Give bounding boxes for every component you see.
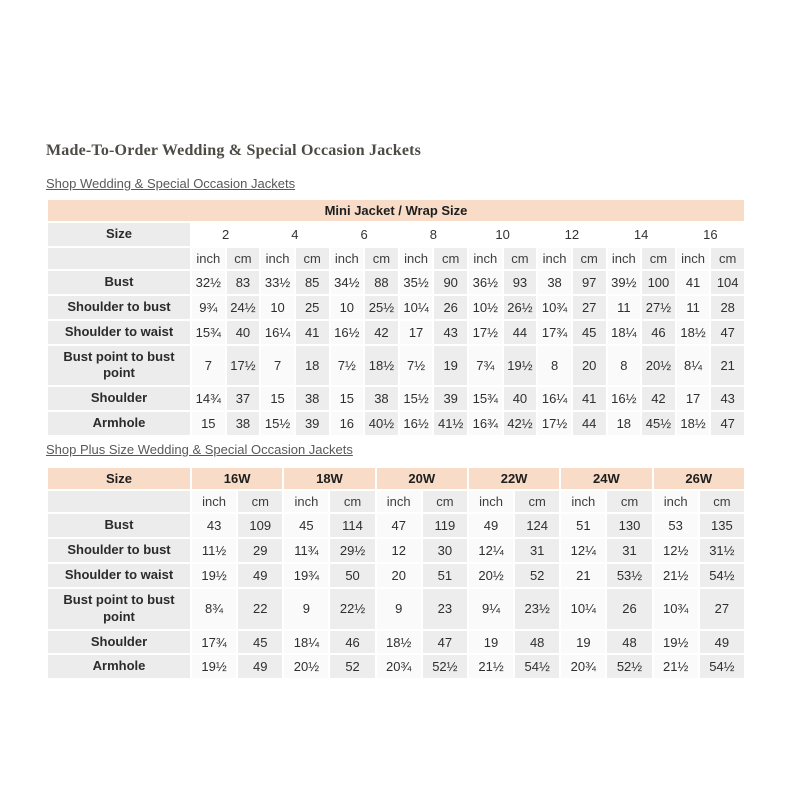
inch-unit-cell: inch: [469, 248, 502, 269]
measurement-inch-cell: 20¾: [561, 655, 605, 678]
measurement-cm-cell: 29½: [330, 539, 374, 562]
measurement-cm-cell: 119: [423, 514, 467, 537]
measurement-label-cell: Bust point to bust point: [48, 346, 190, 386]
measurement-inch-cell: 38: [538, 271, 571, 294]
measurement-cm-cell: 25: [296, 296, 329, 319]
measurement-inch-cell: 9¼: [469, 589, 513, 629]
table-row: [48, 321, 744, 344]
inch-unit-cell: inch: [608, 248, 641, 269]
table-row: [48, 514, 744, 537]
measurement-inch-cell: 10: [261, 296, 294, 319]
measurement-inch-cell: 11½: [192, 539, 236, 562]
cm-unit-cell: cm: [642, 248, 675, 269]
measurement-inch-cell: 14¾: [192, 387, 225, 410]
measurement-cm-cell: 42½: [504, 412, 537, 435]
cm-unit-cell: cm: [504, 248, 537, 269]
measurement-cm-cell: 20: [573, 346, 606, 386]
measurement-cm-cell: 44: [504, 321, 537, 344]
measurement-label-cell: Shoulder to bust: [48, 539, 190, 562]
measurement-inch-cell: 51: [561, 514, 605, 537]
mini-jacket-size-table-container: [46, 198, 746, 437]
measurement-inch-cell: 11: [608, 296, 641, 319]
measurement-inch-cell: 20: [377, 564, 421, 587]
measurement-label-cell: Bust: [48, 514, 190, 537]
measurement-cm-cell: 17½: [227, 346, 260, 386]
size-value-cell: 22W: [469, 468, 559, 489]
table-row: [48, 539, 744, 562]
measurement-inch-cell: 34½: [331, 271, 364, 294]
measurement-inch-cell: 21½: [469, 655, 513, 678]
measurement-cm-cell: 26: [434, 296, 467, 319]
size-value-cell: 16W: [192, 468, 282, 489]
measurement-inch-cell: 17: [677, 387, 710, 410]
table-row: [48, 655, 744, 678]
table-row: [48, 387, 744, 410]
measurement-inch-cell: 10¼: [400, 296, 433, 319]
measurement-inch-cell: 8¼: [677, 346, 710, 386]
table-banner-row: [48, 200, 744, 221]
measurement-cm-cell: 39: [296, 412, 329, 435]
cm-unit-cell: cm: [700, 491, 744, 512]
cm-unit-cell: cm: [238, 491, 282, 512]
measurement-cm-cell: 22½: [330, 589, 374, 629]
measurement-inch-cell: 41: [677, 271, 710, 294]
measurement-inch-cell: 15¾: [469, 387, 502, 410]
measurement-cm-cell: 38: [365, 387, 398, 410]
measurement-inch-cell: 10¾: [654, 589, 698, 629]
measurement-inch-cell: 18½: [677, 321, 710, 344]
measurement-cm-cell: 48: [515, 631, 559, 654]
size-value-cell: 26W: [654, 468, 744, 489]
table-banner: Mini Jacket / Wrap Size: [48, 200, 744, 221]
measurement-inch-cell: 19: [469, 631, 513, 654]
inch-unit-cell: inch: [331, 248, 364, 269]
measurement-inch-cell: 10¾: [538, 296, 571, 319]
measurement-inch-cell: 18½: [677, 412, 710, 435]
size-value-cell: 8: [400, 223, 467, 246]
inch-unit-cell: inch: [561, 491, 605, 512]
measurement-inch-cell: 15: [331, 387, 364, 410]
inch-unit-cell: inch: [469, 491, 513, 512]
measurement-cm-cell: 37: [227, 387, 260, 410]
measurement-cm-cell: 41: [573, 387, 606, 410]
page-title: Made-To-Order Wedding & Special Occasion Jackets: [46, 142, 422, 159]
size-value-cell: 6: [331, 223, 398, 246]
measurement-cm-cell: 41½: [434, 412, 467, 435]
measurement-cm-cell: 40: [227, 321, 260, 344]
measurement-inch-cell: 19¾: [284, 564, 328, 587]
table-row: [48, 564, 744, 587]
measurement-inch-cell: 16½: [331, 321, 364, 344]
inch-unit-cell: inch: [192, 491, 236, 512]
measurement-cm-cell: 54½: [700, 564, 744, 587]
measurement-inch-cell: 8: [608, 346, 641, 386]
inch-unit-cell: inch: [538, 248, 571, 269]
measurement-inch-cell: 17¾: [192, 631, 236, 654]
measurement-cm-cell: 26½: [504, 296, 537, 319]
units-empty-cell: [48, 491, 190, 512]
cm-unit-cell: cm: [434, 248, 467, 269]
size-value-cell: 12: [538, 223, 605, 246]
measurement-cm-cell: 24½: [227, 296, 260, 319]
cm-unit-cell: cm: [515, 491, 559, 512]
size-label-cell: Size: [48, 468, 190, 489]
measurement-inch-cell: 11: [677, 296, 710, 319]
inch-unit-cell: inch: [261, 248, 294, 269]
inch-unit-cell: inch: [192, 248, 225, 269]
measurement-cm-cell: 48: [607, 631, 651, 654]
measurement-label-cell: Armhole: [48, 412, 190, 435]
measurement-inch-cell: 12: [377, 539, 421, 562]
measurement-cm-cell: 18½: [365, 346, 398, 386]
measurement-cm-cell: 51: [423, 564, 467, 587]
inch-unit-cell: inch: [654, 491, 698, 512]
measurement-cm-cell: 23½: [515, 589, 559, 629]
size-value-cell: 10: [469, 223, 536, 246]
measurement-inch-cell: 17½: [469, 321, 502, 344]
measurement-inch-cell: 19½: [654, 631, 698, 654]
cm-unit-cell: cm: [365, 248, 398, 269]
measurement-cm-cell: 49: [238, 564, 282, 587]
size-header-row: [48, 468, 744, 489]
measurement-inch-cell: 35½: [400, 271, 433, 294]
measurement-inch-cell: 7½: [400, 346, 433, 386]
table-row: [48, 589, 744, 629]
measurement-cm-cell: 40: [504, 387, 537, 410]
measurement-inch-cell: 15½: [261, 412, 294, 435]
measurement-cm-cell: 26: [607, 589, 651, 629]
measurement-inch-cell: 18½: [377, 631, 421, 654]
measurement-cm-cell: 52½: [423, 655, 467, 678]
measurement-inch-cell: 47: [377, 514, 421, 537]
measurement-cm-cell: 53½: [607, 564, 651, 587]
size-value-cell: 18W: [284, 468, 374, 489]
measurement-inch-cell: 20½: [469, 564, 513, 587]
measurement-inch-cell: 20¾: [377, 655, 421, 678]
measurement-cm-cell: 38: [296, 387, 329, 410]
measurement-cm-cell: 27: [700, 589, 744, 629]
measurement-inch-cell: 12½: [654, 539, 698, 562]
measurement-label-cell: Shoulder: [48, 631, 190, 654]
measurement-cm-cell: 114: [330, 514, 374, 537]
measurement-cm-cell: 45: [238, 631, 282, 654]
measurement-inch-cell: 16½: [400, 412, 433, 435]
measurement-cm-cell: 40½: [365, 412, 398, 435]
measurement-inch-cell: 9¾: [192, 296, 225, 319]
measurement-inch-cell: 10: [331, 296, 364, 319]
size-header-row: [48, 223, 744, 246]
size-value-cell: 4: [261, 223, 328, 246]
measurement-cm-cell: 85: [296, 271, 329, 294]
measurement-cm-cell: 50: [330, 564, 374, 587]
size-value-cell: 2: [192, 223, 259, 246]
table-row: [48, 271, 744, 294]
measurement-cm-cell: 47: [711, 412, 744, 435]
measurement-inch-cell: 7½: [331, 346, 364, 386]
measurement-inch-cell: 7: [192, 346, 225, 386]
measurement-inch-cell: 21½: [654, 564, 698, 587]
measurement-cm-cell: 31: [607, 539, 651, 562]
measurement-inch-cell: 17¾: [538, 321, 571, 344]
measurement-cm-cell: 28: [711, 296, 744, 319]
size-label-cell: Size: [48, 223, 190, 246]
measurement-cm-cell: 97: [573, 271, 606, 294]
measurement-label-cell: Bust point to bust point: [48, 589, 190, 629]
measurement-inch-cell: 49: [469, 514, 513, 537]
cm-unit-cell: cm: [330, 491, 374, 512]
cm-unit-cell: cm: [227, 248, 260, 269]
measurement-inch-cell: 17: [400, 321, 433, 344]
measurement-inch-cell: 12¼: [469, 539, 513, 562]
units-row: [48, 248, 744, 269]
measurement-inch-cell: 17½: [538, 412, 571, 435]
cm-unit-cell: cm: [711, 248, 744, 269]
measurement-inch-cell: 18¼: [284, 631, 328, 654]
measurement-cm-cell: 30: [423, 539, 467, 562]
measurement-inch-cell: 15: [261, 387, 294, 410]
size-value-cell: 20W: [377, 468, 467, 489]
measurement-cm-cell: 46: [642, 321, 675, 344]
units-empty-cell: [48, 248, 190, 269]
measurement-label-cell: Shoulder: [48, 387, 190, 410]
measurement-inch-cell: 8¾: [192, 589, 236, 629]
measurement-inch-cell: 15¾: [192, 321, 225, 344]
measurement-inch-cell: 16¾: [469, 412, 502, 435]
measurement-label-cell: Shoulder to waist: [48, 321, 190, 344]
measurement-cm-cell: 44: [573, 412, 606, 435]
measurement-label-cell: Armhole: [48, 655, 190, 678]
measurement-cm-cell: 22: [238, 589, 282, 629]
measurement-cm-cell: 54½: [515, 655, 559, 678]
measurement-cm-cell: 47: [423, 631, 467, 654]
shop-wedding-jackets-link[interactable]: Shop Wedding & Special Occasion Jackets: [46, 176, 296, 191]
cm-unit-cell: cm: [573, 248, 606, 269]
measurement-cm-cell: 104: [711, 271, 744, 294]
measurement-inch-cell: 12¼: [561, 539, 605, 562]
measurement-label-cell: Shoulder to bust: [48, 296, 190, 319]
measurement-cm-cell: 18: [296, 346, 329, 386]
measurement-cm-cell: 46: [330, 631, 374, 654]
measurement-cm-cell: 100: [642, 271, 675, 294]
measurement-cm-cell: 42: [642, 387, 675, 410]
measurement-cm-cell: 23: [423, 589, 467, 629]
table-row: [48, 346, 744, 386]
measurement-cm-cell: 45½: [642, 412, 675, 435]
size-value-cell: 16: [677, 223, 744, 246]
measurement-cm-cell: 20½: [642, 346, 675, 386]
measurement-cm-cell: 83: [227, 271, 260, 294]
measurement-cm-cell: 31: [515, 539, 559, 562]
measurement-inch-cell: 16¼: [261, 321, 294, 344]
measurement-cm-cell: 43: [711, 387, 744, 410]
measurement-cm-cell: 135: [700, 514, 744, 537]
measurement-inch-cell: 21: [561, 564, 605, 587]
measurement-cm-cell: 29: [238, 539, 282, 562]
measurement-inch-cell: 10½: [469, 296, 502, 319]
units-row: [48, 491, 744, 512]
table-row: [48, 631, 744, 654]
measurement-inch-cell: 16¼: [538, 387, 571, 410]
measurement-cm-cell: 19: [434, 346, 467, 386]
measurement-inch-cell: 16: [331, 412, 364, 435]
measurement-cm-cell: 41: [296, 321, 329, 344]
measurement-cm-cell: 31½: [700, 539, 744, 562]
measurement-cm-cell: 19½: [504, 346, 537, 386]
plus-size-jacket-table: [46, 466, 746, 680]
measurement-inch-cell: 53: [654, 514, 698, 537]
measurement-inch-cell: 10¼: [561, 589, 605, 629]
measurement-inch-cell: 15: [192, 412, 225, 435]
measurement-cm-cell: 39: [434, 387, 467, 410]
measurement-cm-cell: 52: [330, 655, 374, 678]
measurement-cm-cell: 130: [607, 514, 651, 537]
measurement-cm-cell: 45: [573, 321, 606, 344]
measurement-inch-cell: 11¾: [284, 539, 328, 562]
measurement-inch-cell: 19½: [192, 655, 236, 678]
measurement-inch-cell: 19½: [192, 564, 236, 587]
table-row: [48, 296, 744, 319]
measurement-cm-cell: 38: [227, 412, 260, 435]
measurement-cm-cell: 43: [434, 321, 467, 344]
measurement-cm-cell: 54½: [700, 655, 744, 678]
measurement-inch-cell: 9: [377, 589, 421, 629]
measurement-label-cell: Shoulder to waist: [48, 564, 190, 587]
inch-unit-cell: inch: [284, 491, 328, 512]
measurement-cm-cell: 52: [515, 564, 559, 587]
measurement-cm-cell: 42: [365, 321, 398, 344]
table-row: [48, 412, 744, 435]
measurement-inch-cell: 9: [284, 589, 328, 629]
measurement-inch-cell: 45: [284, 514, 328, 537]
measurement-cm-cell: 90: [434, 271, 467, 294]
measurement-cm-cell: 47: [711, 321, 744, 344]
measurement-inch-cell: 20½: [284, 655, 328, 678]
measurement-inch-cell: 7: [261, 346, 294, 386]
measurement-inch-cell: 39½: [608, 271, 641, 294]
measurement-cm-cell: 21: [711, 346, 744, 386]
measurement-inch-cell: 32½: [192, 271, 225, 294]
measurement-cm-cell: 27½: [642, 296, 675, 319]
inch-unit-cell: inch: [400, 248, 433, 269]
measurement-cm-cell: 124: [515, 514, 559, 537]
cm-unit-cell: cm: [296, 248, 329, 269]
measurement-label-cell: Bust: [48, 271, 190, 294]
measurement-inch-cell: 36½: [469, 271, 502, 294]
inch-unit-cell: inch: [377, 491, 421, 512]
measurement-cm-cell: 49: [238, 655, 282, 678]
measurement-cm-cell: 25½: [365, 296, 398, 319]
measurement-cm-cell: 109: [238, 514, 282, 537]
cm-unit-cell: cm: [607, 491, 651, 512]
measurement-cm-cell: 49: [700, 631, 744, 654]
inch-unit-cell: inch: [677, 248, 710, 269]
mini-jacket-wrap-size-table: [46, 198, 746, 437]
measurement-inch-cell: 18: [608, 412, 641, 435]
measurement-cm-cell: 52½: [607, 655, 651, 678]
measurement-cm-cell: 27: [573, 296, 606, 319]
measurement-cm-cell: 88: [365, 271, 398, 294]
size-value-cell: 24W: [561, 468, 651, 489]
size-value-cell: 14: [608, 223, 675, 246]
measurement-inch-cell: 16½: [608, 387, 641, 410]
plus-size-table-container: [46, 466, 746, 680]
shop-plus-size-jackets-link[interactable]: Shop Plus Size Wedding & Special Occasion Jackets: [46, 442, 353, 458]
measurement-inch-cell: 19: [561, 631, 605, 654]
measurement-inch-cell: 8: [538, 346, 571, 386]
cm-unit-cell: cm: [423, 491, 467, 512]
measurement-inch-cell: 15½: [400, 387, 433, 410]
measurement-inch-cell: 33½: [261, 271, 294, 294]
measurement-cm-cell: 93: [504, 271, 537, 294]
measurement-inch-cell: 21½: [654, 655, 698, 678]
measurement-inch-cell: 18¼: [608, 321, 641, 344]
measurement-inch-cell: 43: [192, 514, 236, 537]
measurement-inch-cell: 7¾: [469, 346, 502, 386]
